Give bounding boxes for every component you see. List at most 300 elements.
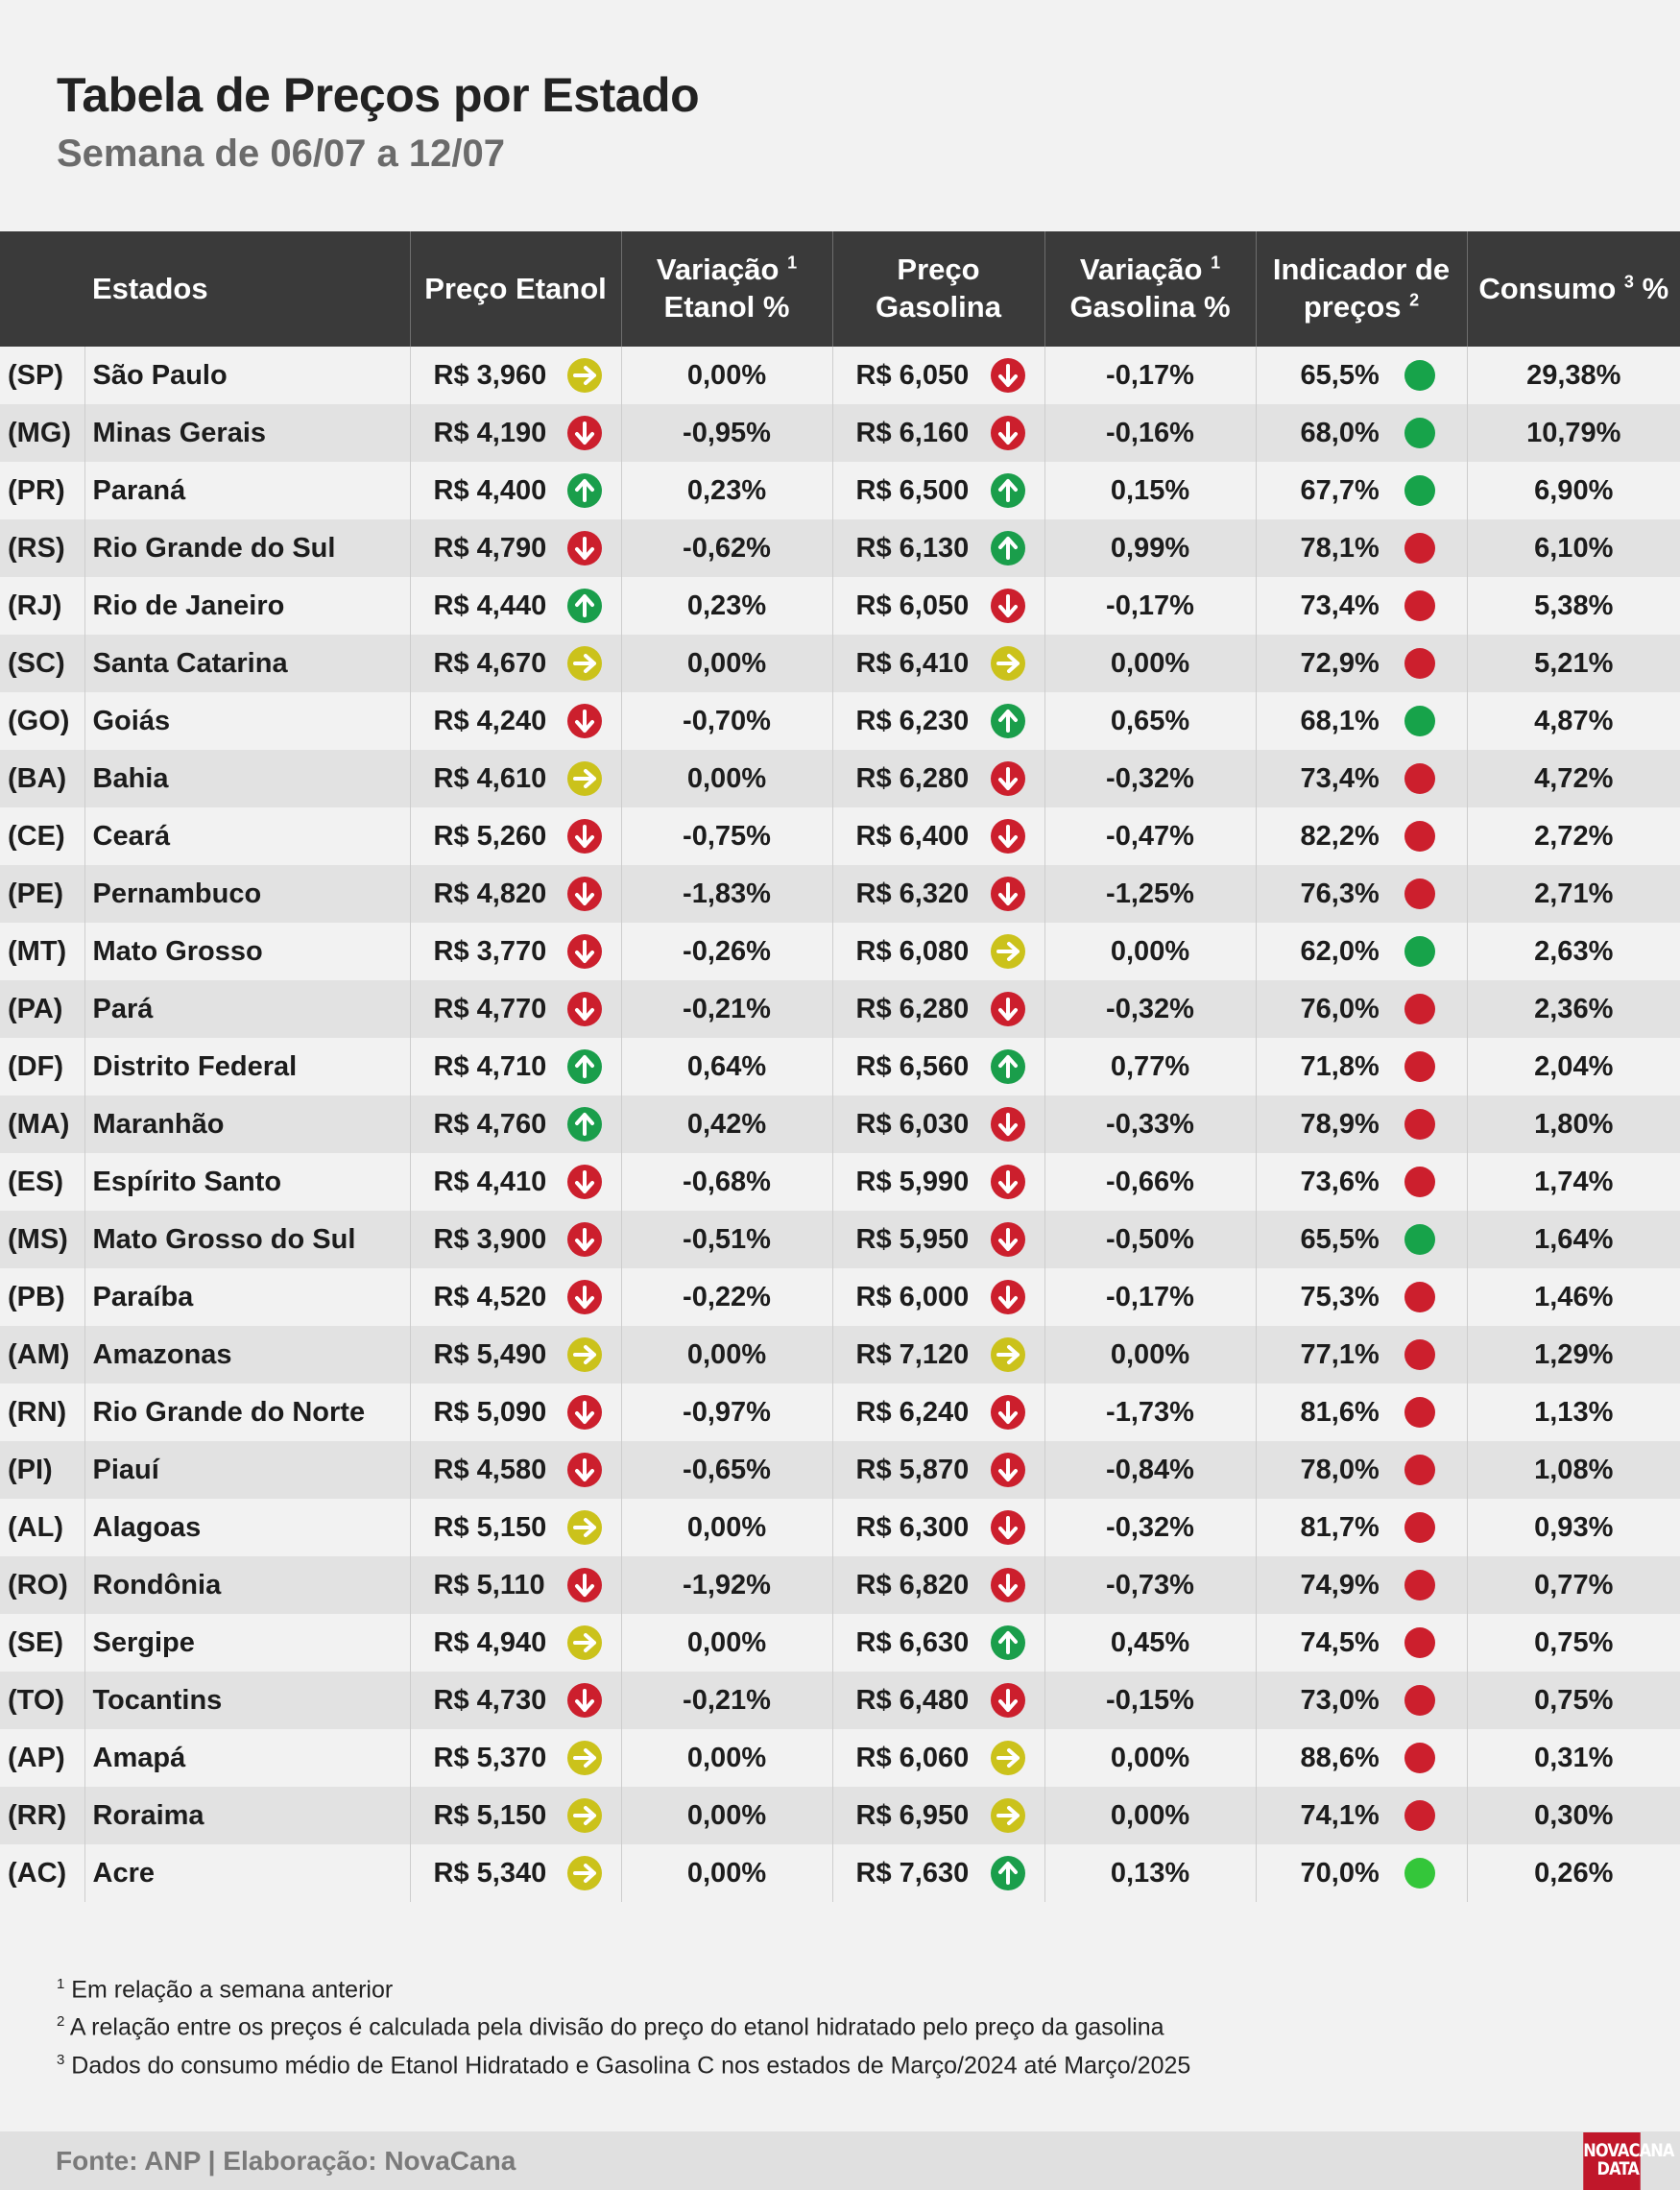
indicador-cell — [1256, 1268, 1467, 1326]
state-name: Mato Grosso do Sul — [84, 1211, 410, 1268]
etanol-price: R$ 4,610 — [433, 762, 547, 794]
etanol-price-cell — [410, 1211, 621, 1268]
footnotes — [57, 1968, 1190, 2082]
etanol-price: R$ 4,580 — [433, 1454, 547, 1485]
arrow-down-icon — [567, 1165, 602, 1199]
arrow-up-icon — [567, 1107, 602, 1142]
etanol-variation: -0,70% — [621, 692, 832, 750]
header-variacao-etanol: Variação $^1$ Etanol % — [621, 231, 832, 347]
gasolina-price: R$ 6,280 — [855, 993, 970, 1024]
state-name: Goiás — [84, 692, 410, 750]
gasolina-variation: -0,47% — [1044, 807, 1256, 865]
arrow-down-icon — [567, 934, 602, 969]
indicador-value: 78,0% — [1300, 1454, 1380, 1485]
gasolina-price: R$ 6,300 — [855, 1511, 970, 1543]
indicador-cell — [1256, 1844, 1467, 1902]
gasolina-price: R$ 6,030 — [855, 1108, 970, 1140]
arrow-right-icon — [991, 646, 1025, 681]
state-name: Minas Gerais — [84, 404, 410, 462]
etanol-price-cell — [410, 462, 621, 519]
etanol-price: R$ 4,400 — [433, 474, 547, 506]
indicador-value: 81,7% — [1300, 1511, 1380, 1543]
status-dot-icon — [1404, 878, 1435, 909]
status-dot-icon — [1404, 1282, 1435, 1312]
indicador-cell — [1256, 865, 1467, 923]
state-code: (RS) — [0, 519, 84, 577]
gasolina-price-cell — [832, 865, 1044, 923]
state-code: (DF) — [0, 1038, 84, 1095]
arrow-up-icon — [567, 589, 602, 623]
gasolina-price: R$ 6,050 — [855, 590, 970, 621]
table-row — [0, 347, 1680, 404]
state-name: Ceará — [84, 807, 410, 865]
status-dot-icon — [1404, 1800, 1435, 1831]
indicador-value: 65,5% — [1300, 1223, 1380, 1255]
gasolina-price-cell — [832, 1384, 1044, 1441]
status-dot-icon — [1404, 1455, 1435, 1485]
state-name: Maranhão — [84, 1095, 410, 1153]
indicador-value: 74,5% — [1300, 1626, 1380, 1658]
consumo-value: 2,04% — [1467, 1038, 1680, 1095]
state-code: (SP) — [0, 347, 84, 404]
etanol-price: R$ 4,940 — [433, 1626, 547, 1658]
gasolina-price-cell — [832, 1556, 1044, 1614]
status-dot-icon — [1404, 648, 1435, 679]
consumo-value: 0,30% — [1467, 1787, 1680, 1844]
arrow-right-icon — [567, 1856, 602, 1890]
state-code: (CE) — [0, 807, 84, 865]
gasolina-variation: 0,99% — [1044, 519, 1256, 577]
etanol-price: R$ 3,900 — [433, 1223, 547, 1255]
etanol-price: R$ 4,770 — [433, 993, 547, 1024]
status-dot-icon — [1404, 1685, 1435, 1716]
indicador-value: 78,1% — [1300, 532, 1380, 564]
indicador-cell — [1256, 519, 1467, 577]
etanol-variation: 0,00% — [621, 1326, 832, 1384]
table-row — [0, 1441, 1680, 1499]
arrow-down-icon — [991, 1395, 1025, 1430]
state-code: (RR) — [0, 1787, 84, 1844]
etanol-price-cell — [410, 980, 621, 1038]
gasolina-price-cell — [832, 1268, 1044, 1326]
header-preco-gasolina: Preço Gasolina — [832, 231, 1044, 347]
arrow-up-icon — [991, 1049, 1025, 1084]
state-name: Paraná — [84, 462, 410, 519]
header-consumo: Consumo $^3$ % — [1467, 231, 1680, 347]
arrow-down-icon — [567, 531, 602, 566]
table-row — [0, 404, 1680, 462]
state-code: (MT) — [0, 923, 84, 980]
arrow-down-icon — [567, 992, 602, 1026]
indicador-value: 68,0% — [1300, 417, 1380, 448]
consumo-value: 4,72% — [1467, 750, 1680, 807]
etanol-variation: 0,64% — [621, 1038, 832, 1095]
indicador-cell — [1256, 923, 1467, 980]
gasolina-price: R$ 6,240 — [855, 1396, 970, 1428]
etanol-price: R$ 4,790 — [433, 532, 547, 564]
state-name: São Paulo — [84, 347, 410, 404]
etanol-price-cell — [410, 519, 621, 577]
etanol-price: R$ 5,150 — [433, 1511, 547, 1543]
indicador-value: 73,6% — [1300, 1166, 1380, 1197]
etanol-price-cell — [410, 1614, 621, 1672]
arrow-up-icon — [991, 473, 1025, 508]
consumo-value: 5,38% — [1467, 577, 1680, 635]
gasolina-variation: -0,16% — [1044, 404, 1256, 462]
gasolina-price: R$ 6,500 — [855, 474, 970, 506]
gasolina-variation: -0,17% — [1044, 1268, 1256, 1326]
arrow-right-icon — [991, 1741, 1025, 1775]
status-dot-icon — [1404, 1051, 1435, 1082]
consumo-value: 10,79% — [1467, 404, 1680, 462]
gasolina-price: R$ 7,630 — [855, 1857, 970, 1889]
etanol-variation: -0,97% — [621, 1384, 832, 1441]
status-dot-icon — [1404, 1858, 1435, 1889]
etanol-price: R$ 4,820 — [433, 878, 547, 909]
state-name: Rio Grande do Norte — [84, 1384, 410, 1441]
state-code: (PA) — [0, 980, 84, 1038]
consumo-value: 1,74% — [1467, 1153, 1680, 1211]
etanol-price-cell — [410, 865, 621, 923]
table-row — [0, 980, 1680, 1038]
gasolina-price-cell — [832, 347, 1044, 404]
indicador-cell — [1256, 462, 1467, 519]
gasolina-variation: -0,32% — [1044, 750, 1256, 807]
footnote: $^3$ Dados do consumo médio de Etanol Hidratado e Gasolina C nos estados de Março/2024 até Março/2025 — [57, 2051, 1191, 2079]
etanol-price: R$ 4,440 — [433, 590, 547, 621]
status-dot-icon — [1404, 360, 1435, 391]
arrow-up-icon — [567, 473, 602, 508]
gasolina-price: R$ 6,130 — [855, 532, 970, 564]
etanol-variation: -1,92% — [621, 1556, 832, 1614]
gasolina-price: R$ 6,060 — [855, 1742, 970, 1773]
etanol-variation: 0,23% — [621, 577, 832, 635]
price-table — [0, 231, 1680, 1902]
header-preco-etanol: Preço Etanol — [410, 231, 621, 347]
indicador-cell — [1256, 1095, 1467, 1153]
table-row — [0, 577, 1680, 635]
status-dot-icon — [1404, 418, 1435, 448]
gasolina-variation: -0,32% — [1044, 1499, 1256, 1556]
state-name: Tocantins — [84, 1672, 410, 1729]
etanol-variation: 0,00% — [621, 1614, 832, 1672]
page-subtitle: Semana de 06/07 a 12/07 — [57, 132, 505, 175]
arrow-down-icon — [991, 761, 1025, 796]
status-dot-icon — [1404, 821, 1435, 852]
indicador-value: 76,0% — [1300, 993, 1380, 1024]
consumo-value: 1,64% — [1467, 1211, 1680, 1268]
arrow-up-icon — [567, 1049, 602, 1084]
consumo-value: 0,75% — [1467, 1672, 1680, 1729]
etanol-price: R$ 5,340 — [433, 1857, 547, 1889]
etanol-price: R$ 5,370 — [433, 1742, 547, 1773]
state-name: Pernambuco — [84, 865, 410, 923]
etanol-variation: -0,65% — [621, 1441, 832, 1499]
etanol-price-cell — [410, 635, 621, 692]
gasolina-price: R$ 5,870 — [855, 1454, 970, 1485]
consumo-value: 2,71% — [1467, 865, 1680, 923]
arrow-right-icon — [567, 358, 602, 393]
etanol-price: R$ 4,670 — [433, 647, 547, 679]
gasolina-price: R$ 6,400 — [855, 820, 970, 852]
table-row — [0, 865, 1680, 923]
gasolina-price-cell — [832, 1499, 1044, 1556]
indicador-cell — [1256, 1499, 1467, 1556]
indicador-value: 75,3% — [1300, 1281, 1380, 1312]
table-row — [0, 923, 1680, 980]
state-name: Rio Grande do Sul — [84, 519, 410, 577]
etanol-price: R$ 5,490 — [433, 1338, 547, 1370]
table-row — [0, 1614, 1680, 1672]
gasolina-variation: 0,77% — [1044, 1038, 1256, 1095]
indicador-cell — [1256, 347, 1467, 404]
consumo-value: 0,93% — [1467, 1499, 1680, 1556]
state-name: Santa Catarina — [84, 635, 410, 692]
gasolina-variation: -1,73% — [1044, 1384, 1256, 1441]
gasolina-price-cell — [832, 462, 1044, 519]
status-dot-icon — [1404, 1167, 1435, 1197]
table-row — [0, 692, 1680, 750]
indicador-value: 88,6% — [1300, 1742, 1380, 1773]
indicador-value: 74,1% — [1300, 1799, 1380, 1831]
indicador-cell — [1256, 807, 1467, 865]
arrow-down-icon — [991, 1165, 1025, 1199]
etanol-price-cell — [410, 404, 621, 462]
etanol-variation: 0,00% — [621, 1729, 832, 1787]
gasolina-price-cell — [832, 1095, 1044, 1153]
arrow-down-icon — [567, 819, 602, 854]
indicador-cell — [1256, 577, 1467, 635]
table-row — [0, 1038, 1680, 1095]
indicador-value: 70,0% — [1300, 1857, 1380, 1889]
arrow-right-icon — [567, 1337, 602, 1372]
gasolina-price-cell — [832, 1441, 1044, 1499]
header-variacao-gasolina: Variação $^1$ Gasolina % — [1044, 231, 1256, 347]
state-code: (BA) — [0, 750, 84, 807]
indicador-value: 72,9% — [1300, 647, 1380, 679]
table-row — [0, 1556, 1680, 1614]
table-row — [0, 1095, 1680, 1153]
state-name: Mato Grosso — [84, 923, 410, 980]
gasolina-price: R$ 6,410 — [855, 647, 970, 679]
gasolina-price-cell — [832, 1844, 1044, 1902]
status-dot-icon — [1404, 1512, 1435, 1543]
state-code: (GO) — [0, 692, 84, 750]
indicador-cell — [1256, 1672, 1467, 1729]
etanol-price-cell — [410, 923, 621, 980]
arrow-down-icon — [991, 589, 1025, 623]
indicador-cell — [1256, 1384, 1467, 1441]
etanol-price: R$ 5,110 — [433, 1569, 545, 1600]
etanol-variation: -0,68% — [621, 1153, 832, 1211]
gasolina-price-cell — [832, 1672, 1044, 1729]
state-code: (PB) — [0, 1268, 84, 1326]
gasolina-price-cell — [832, 1326, 1044, 1384]
indicador-value: 74,9% — [1300, 1569, 1380, 1600]
state-name: Rio de Janeiro — [84, 577, 410, 635]
gasolina-price-cell — [832, 1729, 1044, 1787]
table-row — [0, 1499, 1680, 1556]
etanol-price-cell — [410, 1556, 621, 1614]
etanol-price-cell — [410, 577, 621, 635]
gasolina-price-cell — [832, 692, 1044, 750]
etanol-price-cell — [410, 347, 621, 404]
etanol-price-cell — [410, 1729, 621, 1787]
table-row — [0, 635, 1680, 692]
status-dot-icon — [1404, 1743, 1435, 1773]
page-title: Tabela de Preços por Estado — [57, 68, 700, 122]
footnote: $^2$ A relação entre os preços é calculada pela divisão do preço do etanol hidratado pelo preço da gasolina — [57, 2013, 1164, 2041]
gasolina-variation: -0,50% — [1044, 1211, 1256, 1268]
gasolina-variation: 0,00% — [1044, 1729, 1256, 1787]
etanol-price: R$ 4,190 — [433, 417, 547, 448]
state-code: (MA) — [0, 1095, 84, 1153]
gasolina-variation: 0,00% — [1044, 1326, 1256, 1384]
gasolina-price: R$ 6,050 — [855, 359, 970, 391]
consumo-value: 0,26% — [1467, 1844, 1680, 1902]
gasolina-variation: 0,65% — [1044, 692, 1256, 750]
state-code: (SC) — [0, 635, 84, 692]
arrow-down-icon — [991, 1222, 1025, 1257]
etanol-variation: 0,00% — [621, 347, 832, 404]
arrow-down-icon — [991, 358, 1025, 393]
etanol-variation: -0,62% — [621, 519, 832, 577]
status-dot-icon — [1404, 706, 1435, 736]
gasolina-variation: 0,00% — [1044, 923, 1256, 980]
status-dot-icon — [1404, 763, 1435, 794]
etanol-variation: 0,00% — [621, 1499, 832, 1556]
consumo-value: 6,90% — [1467, 462, 1680, 519]
status-dot-icon — [1404, 1339, 1435, 1370]
state-name: Rondônia — [84, 1556, 410, 1614]
gasolina-variation: -0,32% — [1044, 980, 1256, 1038]
indicador-cell — [1256, 1038, 1467, 1095]
etanol-price: R$ 3,770 — [433, 935, 547, 967]
state-name: Amazonas — [84, 1326, 410, 1384]
consumo-value: 2,36% — [1467, 980, 1680, 1038]
gasolina-price: R$ 5,990 — [855, 1166, 970, 1197]
etanol-variation: -0,21% — [621, 980, 832, 1038]
table-row — [0, 519, 1680, 577]
indicador-cell — [1256, 692, 1467, 750]
etanol-price-cell — [410, 1153, 621, 1211]
gasolina-price-cell — [832, 404, 1044, 462]
indicador-value: 62,0% — [1300, 935, 1380, 967]
state-code: (PI) — [0, 1441, 84, 1499]
status-dot-icon — [1404, 1570, 1435, 1600]
arrow-down-icon — [991, 416, 1025, 450]
gasolina-variation: -0,17% — [1044, 347, 1256, 404]
consumo-value: 1,13% — [1467, 1384, 1680, 1441]
etanol-price-cell — [410, 1499, 621, 1556]
arrow-down-icon — [567, 704, 602, 738]
etanol-variation: -0,51% — [621, 1211, 832, 1268]
gasolina-price-cell — [832, 1038, 1044, 1095]
gasolina-price-cell — [832, 577, 1044, 635]
etanol-price: R$ 4,730 — [433, 1684, 547, 1716]
arrow-right-icon — [567, 761, 602, 796]
gasolina-price: R$ 6,630 — [855, 1626, 970, 1658]
table-body — [0, 347, 1680, 1902]
gasolina-price-cell — [832, 980, 1044, 1038]
arrow-down-icon — [567, 416, 602, 450]
etanol-variation: -0,21% — [621, 1672, 832, 1729]
arrow-up-icon — [991, 1625, 1025, 1660]
indicador-value: 71,8% — [1300, 1050, 1380, 1082]
consumo-value: 1,80% — [1467, 1095, 1680, 1153]
gasolina-price: R$ 6,160 — [855, 417, 970, 448]
etanol-price: R$ 4,710 — [433, 1050, 547, 1082]
source-text: Fonte: ANP | Elaboração: NovaCana — [56, 2146, 516, 2176]
table-row — [0, 1211, 1680, 1268]
state-name: Distrito Federal — [84, 1038, 410, 1095]
state-code: (RJ) — [0, 577, 84, 635]
state-name: Acre — [84, 1844, 410, 1902]
etanol-price-cell — [410, 1672, 621, 1729]
indicador-value: 73,0% — [1300, 1684, 1380, 1716]
table-row — [0, 807, 1680, 865]
indicador-cell — [1256, 1211, 1467, 1268]
gasolina-variation: -0,66% — [1044, 1153, 1256, 1211]
gasolina-price-cell — [832, 750, 1044, 807]
state-name: Pará — [84, 980, 410, 1038]
status-dot-icon — [1404, 590, 1435, 621]
gasolina-price-cell — [832, 635, 1044, 692]
etanol-price-cell — [410, 1384, 621, 1441]
etanol-variation: 0,42% — [621, 1095, 832, 1153]
status-dot-icon — [1404, 994, 1435, 1024]
arrow-down-icon — [567, 1453, 602, 1487]
indicador-cell — [1256, 404, 1467, 462]
etanol-variation: -0,95% — [621, 404, 832, 462]
gasolina-price-cell — [832, 807, 1044, 865]
state-name: Paraíba — [84, 1268, 410, 1326]
gasolina-price: R$ 7,120 — [855, 1338, 970, 1370]
etanol-price: R$ 4,240 — [433, 705, 547, 736]
consumo-value: 5,21% — [1467, 635, 1680, 692]
consumo-value: 6,10% — [1467, 519, 1680, 577]
indicador-cell — [1256, 1729, 1467, 1787]
indicador-cell — [1256, 980, 1467, 1038]
novacana-logo: NOVACANA DATA — [1583, 2132, 1641, 2190]
etanol-variation: 0,00% — [621, 750, 832, 807]
consumo-value: 0,31% — [1467, 1729, 1680, 1787]
gasolina-price: R$ 6,320 — [855, 878, 970, 909]
gasolina-price: R$ 6,480 — [855, 1684, 970, 1716]
consumo-value: 0,75% — [1467, 1614, 1680, 1672]
indicador-value: 76,3% — [1300, 878, 1380, 909]
etanol-price-cell — [410, 1095, 621, 1153]
gasolina-variation: 0,00% — [1044, 1787, 1256, 1844]
gasolina-price-cell — [832, 1211, 1044, 1268]
etanol-variation: -1,83% — [621, 865, 832, 923]
arrow-down-icon — [991, 819, 1025, 854]
consumo-value: 2,63% — [1467, 923, 1680, 980]
etanol-price: R$ 4,520 — [433, 1281, 547, 1312]
gasolina-price-cell — [832, 1153, 1044, 1211]
arrow-down-icon — [567, 1683, 602, 1718]
indicador-cell — [1256, 1326, 1467, 1384]
etanol-price-cell — [410, 807, 621, 865]
etanol-variation: 0,23% — [621, 462, 832, 519]
header-uf — [0, 231, 84, 347]
gasolina-price-cell — [832, 519, 1044, 577]
arrow-right-icon — [991, 934, 1025, 969]
etanol-variation: -0,22% — [621, 1268, 832, 1326]
etanol-price-cell — [410, 1844, 621, 1902]
gasolina-variation: -0,84% — [1044, 1441, 1256, 1499]
indicador-value: 81,6% — [1300, 1396, 1380, 1428]
